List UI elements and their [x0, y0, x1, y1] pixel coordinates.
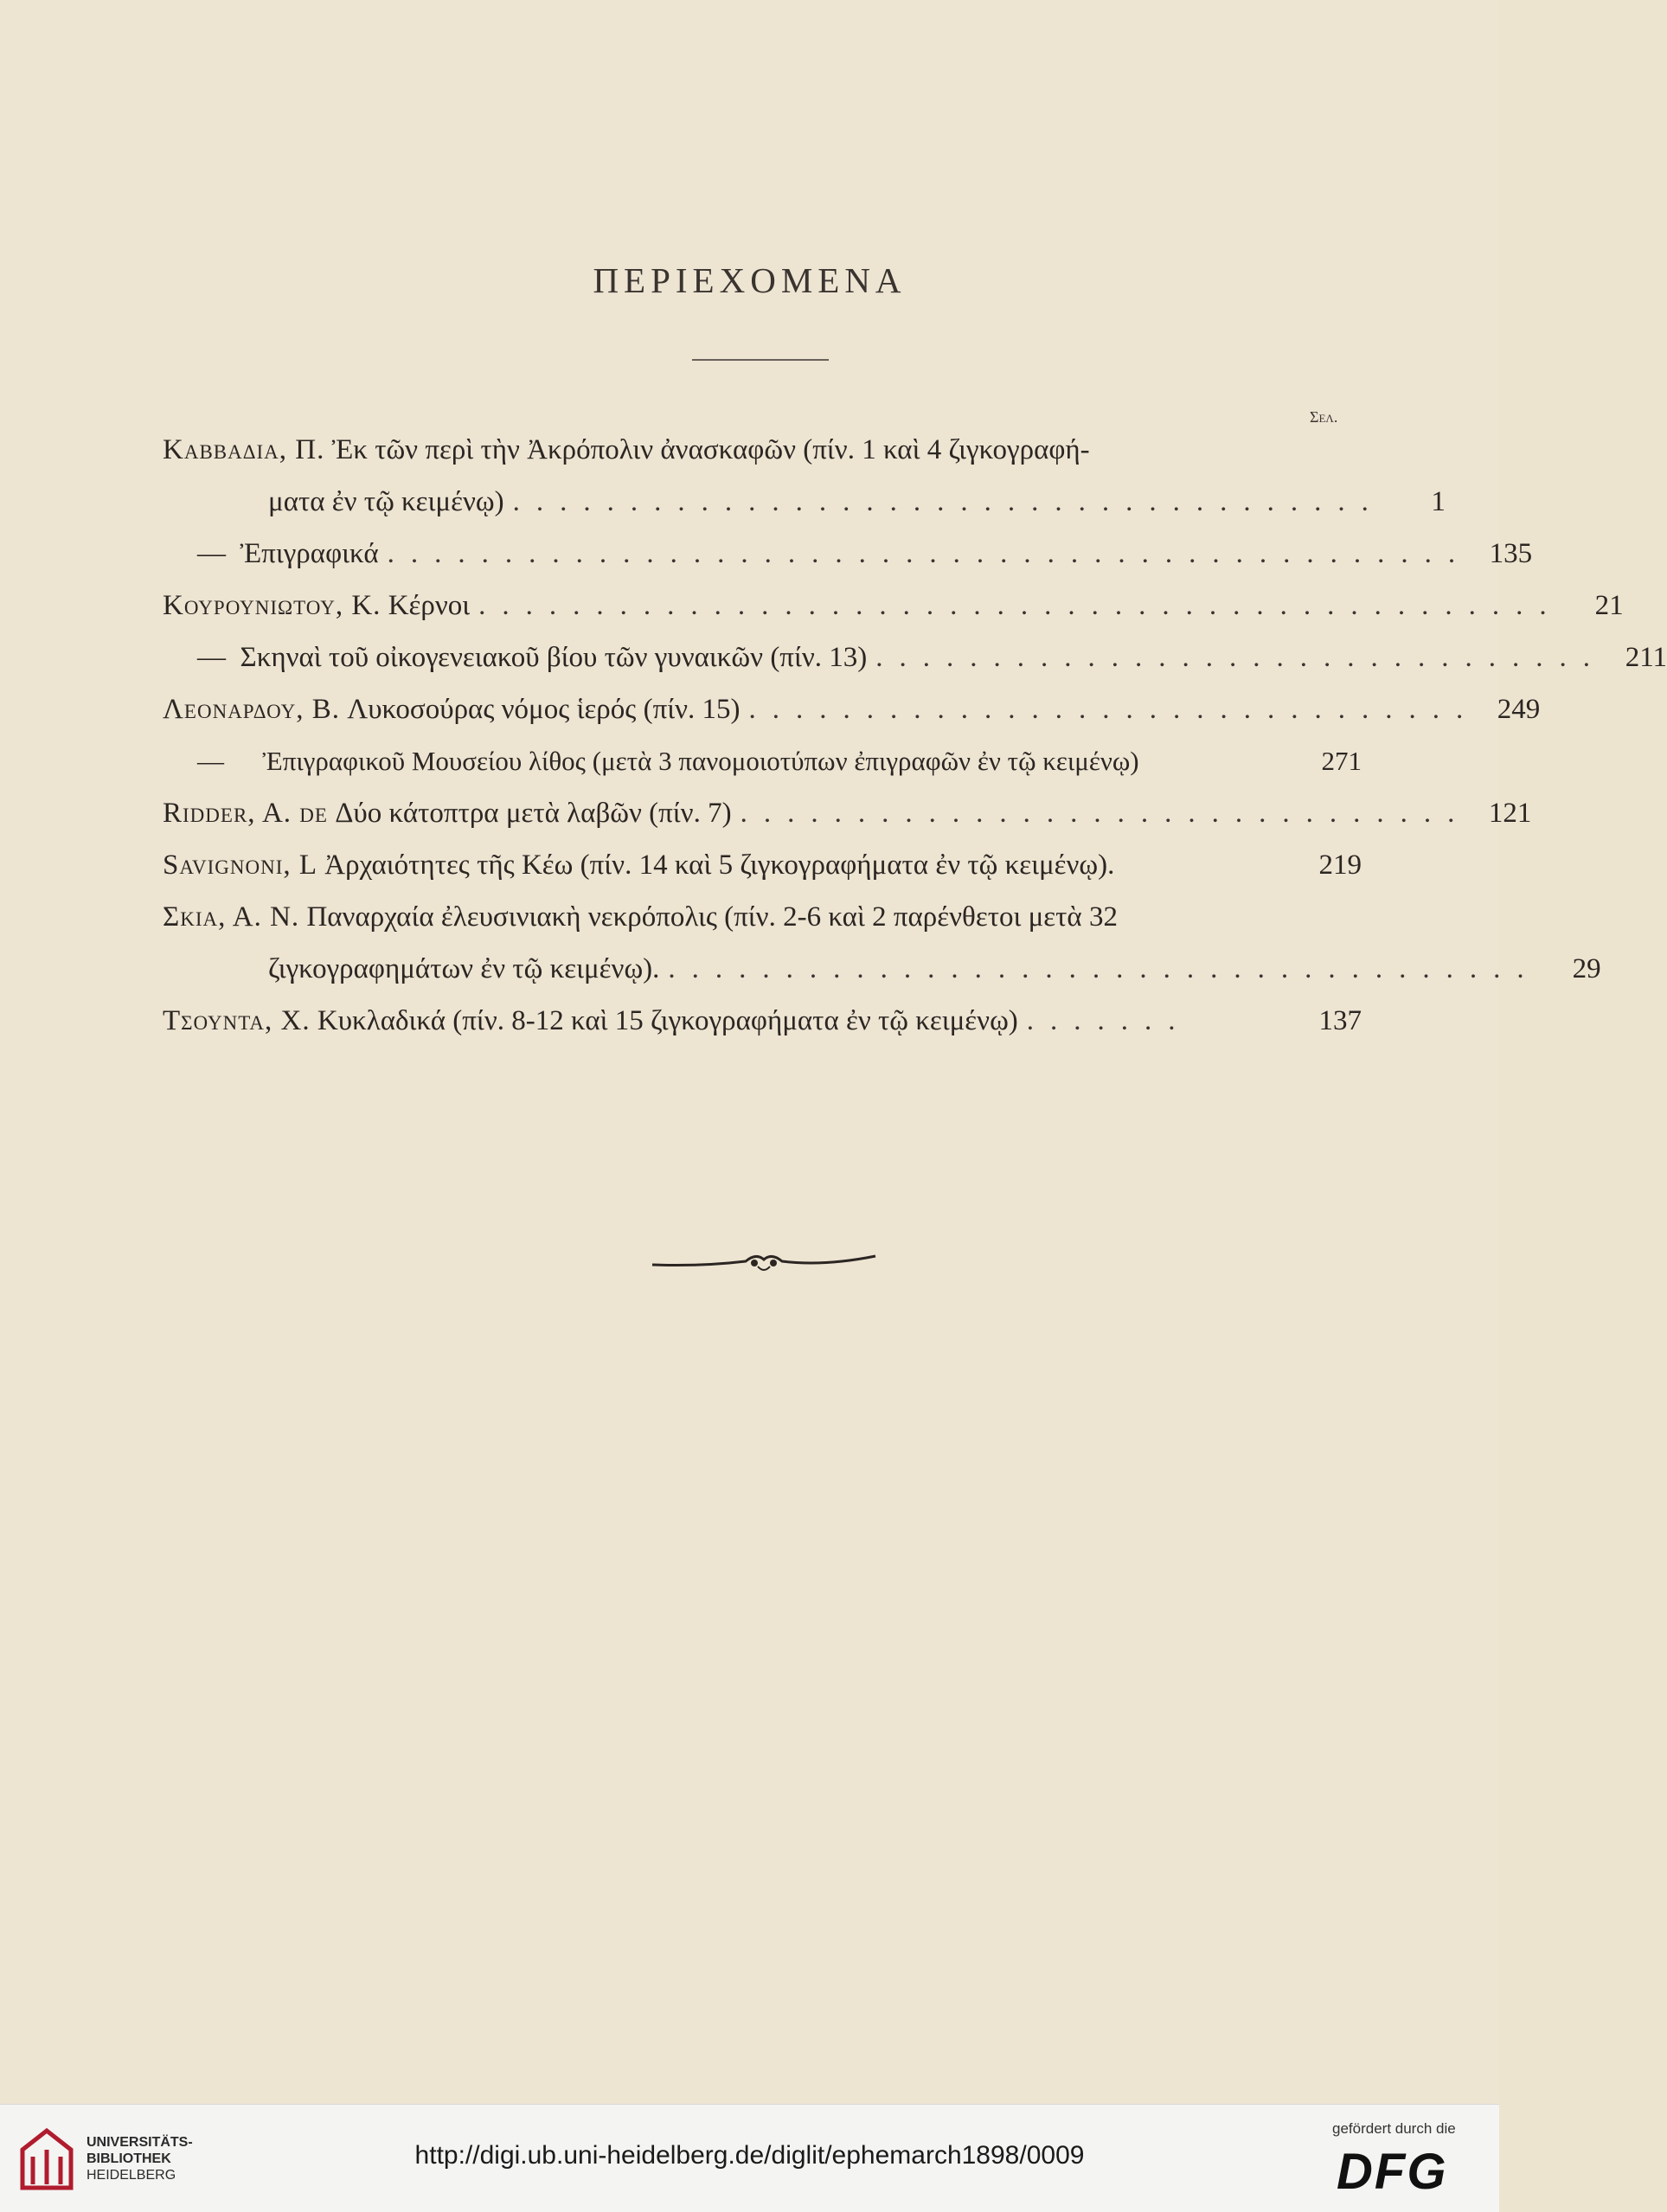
- ditto-dash: —: [197, 642, 226, 673]
- toc-author: Κουρουνιωτου, Κ.: [163, 590, 381, 621]
- toc-title: ματα ἐν τῷ κειμένῳ): [268, 486, 504, 517]
- toc-entry: [268, 486, 1446, 533]
- toc-title: Ἐκ τῶν περὶ τὴν Ἀκρόπολιν ἀνασκαφῶν (πίν. 1 καὶ 4 ζιγκογραφή-: [331, 434, 1090, 465]
- toc-title: Σκηναὶ τοῦ οἰκογενειακοῦ βίου τῶν γυναικῶν (πίν. 13): [240, 642, 868, 673]
- toc-page-number: 219: [1318, 850, 1362, 881]
- toc-entry: [163, 1005, 1362, 1052]
- toc-page-number: 1: [1431, 486, 1446, 517]
- toc-title: Παναρχαία ἐλευσινιακὴ νεκρόπολις (πίν. 2-6 καὶ 2 παρένθετοι μετὰ 32: [306, 901, 1118, 933]
- library-line2: BIBLIOTHEK: [87, 2151, 171, 2166]
- toc-page-number: 137: [1318, 1005, 1362, 1036]
- toc-entry: [163, 901, 1284, 948]
- toc-entry: [197, 538, 1533, 585]
- toc-author: Καββαδια, Π.: [163, 434, 325, 465]
- toc-page-number: 29: [1572, 953, 1601, 984]
- toc-title: Λυκοσούρας νόμος ἱερός (πίν. 15): [347, 694, 741, 725]
- toc-entry: [197, 746, 1362, 792]
- library-line1: UNIVERSITÄTS-: [87, 2135, 193, 2150]
- toc-title: Ἐπιγραφικοῦ Μουσείου λίθος (μετὰ 3 πανομοιοτύπων ἐπιγραφῶν ἐν τῷ κειμένῳ): [262, 746, 1139, 776]
- toc-page-number: 21: [1594, 590, 1624, 621]
- toc-title: Ἐπιγραφικά: [240, 538, 379, 569]
- page-title: ΠΕΡΙΕΧΟΜΕΝΑ: [593, 260, 907, 300]
- toc-page-number: 249: [1497, 694, 1541, 725]
- leader-dots: ..............................................: [478, 590, 1563, 621]
- library-line3: HEIDELBERG: [87, 2168, 176, 2183]
- toc-author: Λεοναρδου, Β.: [163, 694, 341, 725]
- toc-author: Σκια, Α. Ν.: [163, 901, 300, 933]
- toc-entry: [197, 642, 1667, 689]
- funding-note: gefördert durch die: [1332, 2120, 1456, 2137]
- ditto-dash: —: [197, 746, 224, 776]
- toc-entry: [163, 694, 1541, 741]
- toc-title: Κέρνοι: [388, 590, 471, 621]
- leader-dots: ..............................................: [387, 538, 1472, 569]
- dfg-logo: DFG: [1337, 2144, 1448, 2200]
- title-rule: [692, 359, 829, 361]
- toc-entry: [163, 798, 1532, 844]
- digitization-footer: [0, 2104, 1499, 2212]
- source-url-link[interactable]: http://digi.ub.uni-heidelberg.de/diglit/ephemarch1898/0009: [414, 2141, 1085, 2170]
- leader-dots: ...............................: [748, 694, 1480, 725]
- toc-page-number: 211: [1625, 642, 1667, 673]
- decorative-ornament: [651, 1244, 877, 1279]
- toc-page-number: 135: [1489, 538, 1533, 569]
- toc-entry: [163, 850, 1362, 896]
- toc-entry: [268, 953, 1601, 1000]
- leader-dots: .....................................: [512, 486, 1385, 517]
- leader-dots: .......: [1026, 1005, 1192, 1036]
- leader-dots: ...............................: [875, 642, 1607, 673]
- leader-dots: .....................................: [668, 953, 1541, 984]
- toc-title: ζιγκογραφημάτων ἐν τῷ κειμένῳ).: [268, 953, 660, 984]
- toc-author: Savignoni, L: [163, 850, 318, 881]
- toc-page-number: 271: [1321, 746, 1362, 776]
- toc-title: Ἀρχαιότητες τῆς Κέω (πίν. 14 καὶ 5 ζιγκογραφήματα ἐν τῷ κειμένῳ).: [324, 850, 1115, 881]
- leader-dots: ...............................: [740, 798, 1471, 829]
- toc-entry: [163, 434, 1284, 481]
- page-column-header: Σελ.: [1310, 408, 1338, 426]
- ditto-dash: —: [197, 538, 226, 569]
- toc-page-number: 121: [1488, 798, 1532, 829]
- toc-author: Τσουντα, Χ.: [163, 1005, 311, 1036]
- toc-title: Δύο κάτοπτρα μετὰ λαβῶν (πίν. 7): [335, 798, 732, 829]
- toc-title: Κυκλαδικά (πίν. 8-12 καὶ 15 ζιγκογραφήματα ἐν τῷ κειμένῳ): [317, 1005, 1018, 1036]
- toc-author: Ridder, A. de: [163, 798, 328, 829]
- toc-entry: [163, 590, 1624, 637]
